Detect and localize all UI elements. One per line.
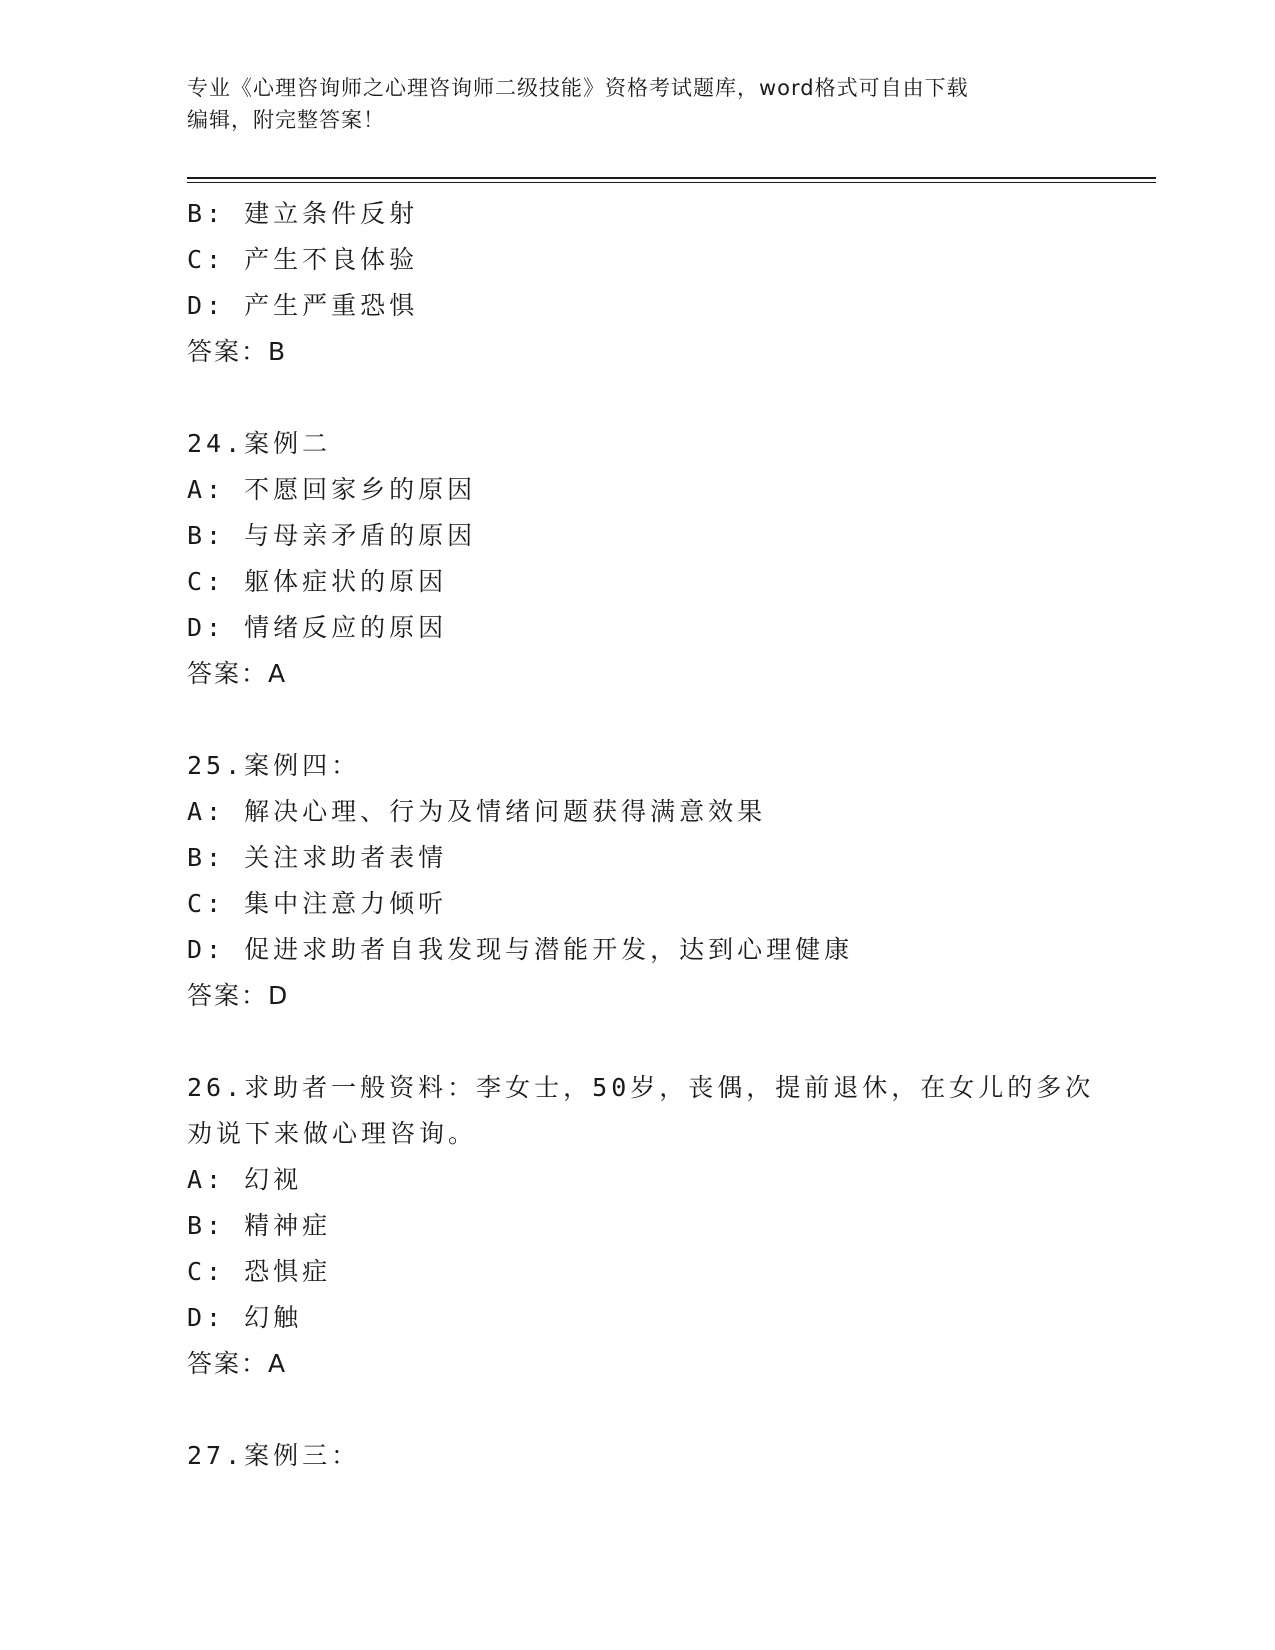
option-b: B: 与母亲矛盾的原因	[187, 521, 477, 550]
spacer	[187, 697, 1087, 743]
header-line-2: 编辑，附完整答案！	[187, 108, 385, 132]
option-b: B: 建立条件反射	[187, 199, 419, 228]
answer: 答案：B	[187, 337, 288, 366]
option-a: A: 幻视	[187, 1165, 303, 1194]
option-c: C: 躯体症状的原因	[187, 567, 448, 596]
question-title-line-1: 26.求助者一般资料：李女士，50岁，丧偶，提前退休，在女儿的多次	[187, 1073, 1095, 1102]
option-c: C: 集中注意力倾听	[187, 889, 448, 918]
question-24	[187, 421, 1087, 697]
header-divider-thin	[187, 182, 1156, 183]
document-header	[187, 72, 1087, 136]
option-d: D: 促进求助者自我发现与潜能开发，达到心理健康	[187, 935, 854, 964]
option-b: B: 精神症	[187, 1211, 332, 1240]
header-line-1: 专业《心理咨询师之心理咨询师二级技能》资格考试题库，word格式可自由下载	[187, 76, 969, 100]
question-title: 25.案例四：	[187, 751, 361, 780]
question-26	[187, 1065, 1095, 1387]
question-title: 27.案例三：	[187, 1441, 361, 1470]
question-27	[187, 1433, 1087, 1479]
answer: 答案：A	[187, 1349, 288, 1378]
option-d: D: 产生严重恐惧	[187, 291, 419, 320]
answer: 答案：D	[187, 981, 290, 1010]
header-divider-thick	[187, 177, 1156, 179]
option-a: A: 不愿回家乡的原因	[187, 475, 477, 504]
spacer	[187, 1019, 1087, 1065]
question-23	[187, 191, 1087, 375]
question-list	[187, 191, 1095, 1479]
option-d: D: 幻触	[187, 1303, 303, 1332]
question-title-line-2: 劝说下来做心理咨询。	[187, 1119, 478, 1148]
option-b: B: 关注求助者表情	[187, 843, 448, 872]
spacer	[187, 1387, 1087, 1433]
spacer	[187, 375, 1087, 421]
option-d: D: 情绪反应的原因	[187, 613, 448, 642]
option-c: C: 恐惧症	[187, 1257, 332, 1286]
option-a: A: 解决心理、行为及情绪问题获得满意效果	[187, 797, 767, 826]
question-title: 24.案例二	[187, 429, 332, 458]
answer: 答案：A	[187, 659, 288, 688]
option-c: C: 产生不良体验	[187, 245, 419, 274]
question-25	[187, 743, 1087, 1019]
